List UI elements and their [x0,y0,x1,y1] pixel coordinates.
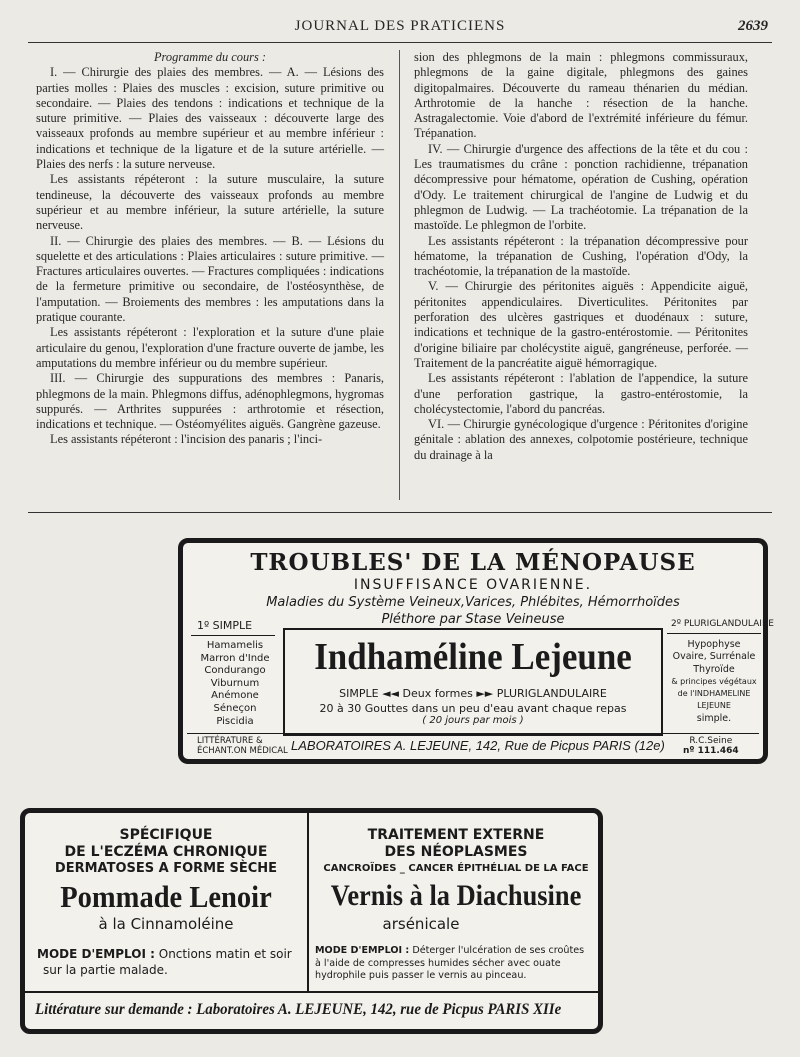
literature-sample: LITTÉRATURE & ÉCHANT.ON MÉDICAL [197,736,288,756]
ad-line: SPÉCIFIQUE [119,827,213,843]
paragraph: Les assistants répéteront : l'exploration et la suture d'une plaie articulaire du genou, l'exploration d'une fracture ouverte de jambe, les amputations du membre inférieur ou du membre supérieur. [36,325,384,370]
paragraph: Les assistants répéteront : la trépanation décompressive pour hématome, la trépanation de Cushing, l'opération d'Ody, la trachéotomie, la trépanation de la mastoïde. [414,233,748,279]
paragraph: V. — Chirurgie des péritonites aiguës : Appendicite aiguë, péritonites appendiculaires. Diverticulites. Péritonites par perforation des ulcères gastriques et duodénaux : suture, indications et technique de la gastro-entérostomie. — Péritonites d'origine biliaire par cholécystite aiguë, gangréneuse, perforée. — Traitement de la pancréatite aiguë hémorragique. [414,279,748,370]
paragraph: III. — Chirurgie des suppurations des membres : Panaris, phlegmons de la main. Phlegmons diffus, adénophlegmons, hygromas suppurés. — Arthrites suppurées : arthrotomie et résection, indications et technique. — Ostéomyélites aiguës. Gangrène gazeuse. [36,371,384,432]
paragraph: VI. — Chirurgie gynécologique d'urgence : Péritonites d'origine génitale : ablation des annexes, colpotomie postérieure, technique du drainage à la [414,417,748,462]
left-column [36,50,384,448]
ad-line: CANCROÏDES _ CANCER ÉPITHÉLIAL DE LA FACE [323,863,589,874]
ad-indications: Maladies du Système Veineux,Varices, Phlébites, Hémorrhoïdes [266,595,680,610]
paragraph: Les assistants répéteront : la suture musculaire, la suture tendineuse, la découverte des vaisseaux profonds au membre supérieur et au membre inférieur, la suture artérielle, la suture nerveuse. [36,172,384,233]
divider [667,633,761,634]
product-name: Indhaméline Lejeune [314,636,632,678]
simple-heading: 1º SIMPLE [197,619,253,632]
vernis-subtitle: arsénicale [382,915,460,933]
two-forms: SIMPLE ◄◄ Deux formes ►► PLURIGLANDULAIRE [339,687,607,700]
ad-line: DERMATOSES A FORME SÈCHE [54,861,278,876]
ad-subtitle: INSUFFISANCE OVARIENNE. [353,577,593,593]
header-rule [28,42,772,43]
ad-line: TRAITEMENT EXTERNE [367,827,545,843]
ad-title: TROUBLES' DE LA MÉNOPAUSE [250,549,696,576]
vernis-diachusine-name: Vernis à la Diachusine [330,879,582,912]
ad-line: DE L'ECZÉMA CHRONIQUE [64,844,268,860]
paragraph: IV. — Chirurgie d'urgence des affections de la tête et du cou : Les traumatismes du crâne : ponction rachidienne, trépanation décompressive pour hématome, opération de Cushing, opération d'Ody. Le traitement chirurgical de l'angine de Ludwig et du phlegmon de Ludwig. — La trachéotomie. La trépanation de la mastoïde. Le phlegmon de l'orbite. [414,141,748,233]
literature-footer: Littérature sur demande : Laboratoires A. LEJEUNE, 142, rue de Picpus PARIS XIIe [35,1001,562,1018]
paragraph: II. — Chirurgie des plaies des membres. — B. — Lésions du squelette et des articulations : Plaies articulaires : suture primitive. — Fractures articulaires ouvertes. — Fractures compliquées : indications de la fermeture primitive ou secondaire, de l'ostéosynthèse, de l'amputation. — Broiements des membres : les amputations dans la pratique courante. [36,233,384,325]
right-column [414,50,748,463]
mode-of-use-left-2: sur la partie malade. [43,963,168,977]
pommade-subtitle: à la Cinnamoléine [98,915,234,933]
paragraph: Les assistants répéteront : l'incision des panaris ; l'inci- [50,432,323,447]
mode-of-use-left: MODE D'EMPLOI : Onctions matin et soir [37,947,292,961]
course-program-heading: Programme du cours : [153,50,267,64]
pommade-lenoir-name: Pommade Lenoir [60,879,272,914]
paragraph: I. — Chirurgie des plaies des membres. — A. — Lésions des parties molles : Plaies des muscles : excision, suture primitive ou secondaire. — Plaies des tendons : indications et technique de la suture primitive. — Plaies des vaisseaux : découverte large des vaisseaux profonds au membre supérieur et au membre inférieur : indications et technique de la ligature et de la suture artérielle. — Plaies des nerfs : la suture nerveuse. [36,65,384,172]
journal-title: JOURNAL DES PRATICIENS [294,18,506,34]
page-number: 2639 [738,18,768,34]
ad-indications-2: Pléthore par Stase Veineuse [381,612,565,627]
lejeune-double-advertisement [20,808,603,1034]
laboratory-address: LABORATOIRES A. LEJEUNE, 142, Rue de Picpus PARIS (12e) [291,738,665,753]
column-divider [399,50,400,500]
divider [187,733,759,734]
text-bottom-rule [28,512,772,513]
panel-divider [307,813,309,991]
mode-of-use-right: MODE D'EMPLOI : Déterger l'ulcération de ses croûtes à l'aide de compresses humides sécher avec ouate hydrophile puis passer le vernis au pinceau. [315,945,585,981]
simple-ingredients: Hamamelis Marron d'Inde Condurango Viburnum Anémone Séneçon Piscidia [200,640,270,727]
paragraph: sion des phlegmons de la main : phlegmons commissuraux, phlegmons de la gaine digitale, phlegmons des gaines digitopalmaires. Découverte du rameau thénarien du médian. Arthrotomie de la hanche : résection de la hanche. Astragalectomie. Voie d'abord de l'extrémité inférieure du fémur. Trépanation. [414,50,748,141]
paragraph: Les assistants répéteront : l'ablation de l'appendice, la suture d'une perforation gastrique, la gastro-entérostomie, la cholécystectomie, l'abord du pancréas. [414,371,748,416]
pluriglandular-ingredients: Hypophyse Ovaire, Surrénale Thyroïde & principes végétaux de l'INDHAMELINE LEJEUNE simple. [671,639,757,724]
registry-number: R.C.Seine nº 111.464 [683,736,739,756]
pluriglandular-heading: 2º PLURIGLANDULAIRE [671,619,774,629]
dosage-period: ( 20 jours par mois ) [422,715,524,726]
divider [25,991,599,993]
ad-line: DES NÉOPLASMES [384,844,528,860]
divider [191,635,275,636]
dosage: 20 à 30 Gouttes dans un peu d'eau avant chaque repas [319,702,627,715]
indhameline-advertisement [178,538,774,764]
